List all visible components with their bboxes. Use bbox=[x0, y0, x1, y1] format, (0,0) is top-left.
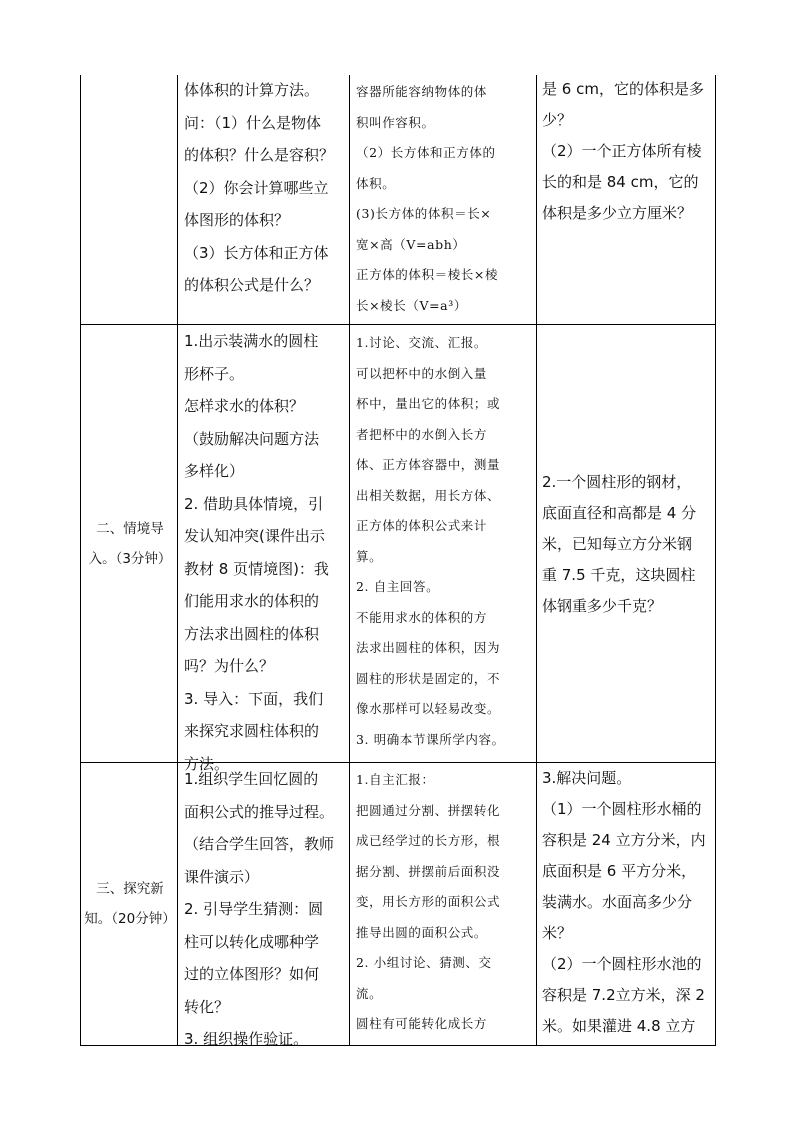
text-line: 流。 bbox=[356, 985, 383, 1001]
text-line: 底面积是 6 平方分米， bbox=[542, 862, 697, 880]
text-line: 1.自主汇报： bbox=[356, 772, 435, 787]
text-line: 米。如果灌进 4.8 立方 bbox=[542, 1017, 696, 1035]
column-divider-1 bbox=[177, 75, 178, 1046]
text-line: （2）你会计算哪些立 bbox=[184, 178, 329, 197]
text-line: 不能用求水的体积的方 bbox=[356, 609, 488, 625]
text-line: 容器所能容纳物体的体 bbox=[356, 84, 488, 99]
text-line: 正方体的体积＝棱长×棱 bbox=[356, 267, 499, 282]
table-row bbox=[81, 75, 177, 324]
text-line: 体积是多少立方厘米？ bbox=[542, 204, 693, 222]
practice-cell bbox=[542, 74, 715, 323]
text-line: 过的立体图形？如何 bbox=[184, 965, 320, 983]
text-line: 体积。 bbox=[356, 175, 396, 191]
student-activity-cell bbox=[356, 328, 536, 762]
text-line: 来探究求圆柱体积的 bbox=[184, 722, 320, 740]
text-line: （1）一个圆柱形水桶的 bbox=[542, 800, 702, 818]
text-line: （2）长方体和正方体的 bbox=[356, 145, 496, 160]
text-line: 的体积公式是什么？ bbox=[184, 276, 320, 294]
text-line: 长的和是 84 cm，它的 bbox=[542, 173, 699, 191]
column-divider-3 bbox=[536, 75, 537, 1046]
text-line: 3. 明确本节课所学内容。 bbox=[356, 731, 505, 747]
text-line: （鼓励解决问题方法 bbox=[184, 429, 320, 448]
stage-cell: 三、探究新知。（20分钟） bbox=[84, 881, 176, 927]
text-line: 法求出圆柱的体积，因为 bbox=[356, 640, 501, 655]
text-line: 问：（1）什么是物体 bbox=[184, 113, 322, 132]
text-line: （结合学生回答，教师 bbox=[184, 835, 335, 853]
text-line: 1.组织学生回忆圆的 bbox=[184, 770, 319, 788]
text-line: 重 7.5 千克，这块圆柱 bbox=[542, 566, 696, 584]
text-line: 多样化） bbox=[184, 462, 245, 480]
table-row bbox=[84, 763, 176, 1045]
stage-cell: 二、情境导入。（3分钟） bbox=[88, 520, 172, 567]
text-line: 杯中，量出它的体积；或 bbox=[356, 396, 501, 411]
text-line: 像水那样可以轻易改变。 bbox=[356, 701, 501, 716]
text-line: 1.讨论、交流、汇报。 bbox=[356, 335, 488, 350]
text-line: 是 6 cm，它的体积是多 bbox=[542, 80, 704, 98]
text-line: 3. 导入：下面，我们 bbox=[184, 689, 324, 708]
student-activity-cell bbox=[356, 77, 536, 324]
text-line: 底面直径和高都是 4 分 bbox=[542, 504, 697, 522]
text-line: 变，用长方形的面积公式 bbox=[356, 894, 501, 909]
text-line: 体体积的计算方法。 bbox=[184, 81, 320, 99]
text-line: 米，已知每立方分米钢 bbox=[542, 535, 693, 553]
text-line: 圆柱的形状是固定的，不 bbox=[356, 670, 501, 686]
text-line: （2）一个正方体所有棱 bbox=[542, 142, 702, 160]
text-line: （2）一个圆柱形水池的 bbox=[542, 955, 702, 973]
text-line: 2. 借助具体情境，引 bbox=[184, 494, 324, 513]
practice-cell bbox=[542, 467, 715, 667]
text-line: 宽×高（V=abh） bbox=[356, 236, 466, 252]
text-line: 转化？ bbox=[184, 997, 230, 1016]
text-line: 教材 8 页情境图)：我 bbox=[184, 559, 329, 578]
text-line: 体、正方体容器中，测量 bbox=[356, 457, 501, 472]
text-line: 2. 小组讨论、猜测、交 bbox=[356, 955, 492, 970]
text-line: 据分割、拼摆前后面积没 bbox=[356, 863, 501, 879]
text-line: 成已经学过的长方形，根 bbox=[356, 833, 501, 848]
teacher-activity-cell bbox=[184, 325, 350, 773]
student-activity-cell bbox=[356, 765, 536, 1045]
text-line: 积叫作容积。 bbox=[356, 114, 435, 130]
text-line: 2.一个圆柱形的钢材， bbox=[542, 473, 692, 491]
text-line: 米？ bbox=[542, 924, 573, 942]
text-line: 2. 自主回答。 bbox=[356, 579, 440, 594]
text-line: 出相关数据，用长方体、 bbox=[356, 487, 501, 503]
lesson-plan-table bbox=[80, 75, 716, 1046]
table-border-bottom bbox=[80, 1045, 716, 1046]
text-line: 体图形的体积？ bbox=[184, 211, 290, 229]
text-line: 圆柱有可能转化成长方 bbox=[356, 1016, 488, 1031]
text-line: 怎样求水的体积？ bbox=[184, 397, 305, 415]
text-line: 可以把杯中的水倒入量 bbox=[356, 365, 488, 381]
text-line: 形杯子。 bbox=[184, 364, 245, 383]
text-line: 算。 bbox=[356, 548, 383, 564]
text-line: 的体积？什么是容积？ bbox=[184, 146, 335, 164]
text-line: 装满水。水面高多少分 bbox=[542, 893, 693, 911]
text-line: （3）长方体和正方体 bbox=[184, 243, 329, 262]
text-line: 容积是 7.2立方米，深 2 bbox=[542, 986, 705, 1004]
text-line: 方法。 bbox=[184, 754, 230, 773]
text-line: 推导出圆的面积公式。 bbox=[356, 924, 488, 940]
teacher-activity-cell bbox=[184, 74, 350, 323]
text-line: 们能用求水的体积的 bbox=[184, 592, 320, 610]
text-line: 者把杯中的水倒入长方 bbox=[356, 426, 488, 442]
text-line: 发认知冲突(课件出示 bbox=[184, 527, 325, 545]
teacher-activity-cell bbox=[184, 763, 350, 1048]
table-border-right bbox=[715, 75, 716, 1046]
text-line: 柱可以转化成哪种学 bbox=[184, 932, 320, 951]
text-line: 3.解决问题。 bbox=[542, 769, 632, 787]
practice-cell bbox=[542, 763, 715, 1045]
text-line: (3)长方体的体积＝长× bbox=[356, 206, 492, 221]
text-line: 长×棱长（V=a³） bbox=[356, 297, 467, 313]
table-row bbox=[84, 325, 176, 762]
text-line: 1.出示装满水的圆柱 bbox=[184, 332, 319, 350]
text-line: 容积是 24 立方分米，内 bbox=[542, 831, 706, 849]
text-line: 课件演示） bbox=[184, 867, 260, 886]
text-line: 方法求出圆柱的体积 bbox=[184, 624, 320, 643]
text-line: 3. 组织操作验证。 bbox=[184, 1030, 309, 1048]
text-line: 体钢重多少千克？ bbox=[542, 597, 663, 615]
text-line: 把圆通过分割、拼摆转化 bbox=[356, 802, 501, 818]
text-line: 2. 引导学生猜测：圆 bbox=[184, 900, 324, 918]
text-line: 正方体的体积公式来计 bbox=[356, 518, 488, 533]
text-line: 少？ bbox=[542, 111, 573, 129]
text-line: 吗？为什么？ bbox=[184, 657, 275, 675]
text-line: 面积公式的推导过程。 bbox=[184, 802, 335, 821]
